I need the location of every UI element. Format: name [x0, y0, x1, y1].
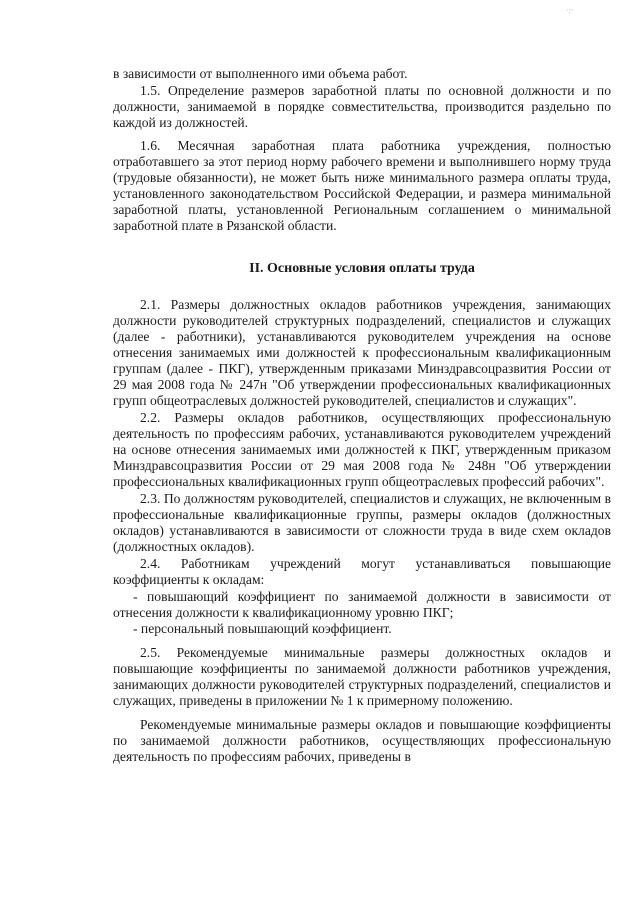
paragraph-2-2: 2.2. Размеры окладов работников, осуществляющих профессиональную деятельность по профессиям рабочих, устанавливаются руководителем учреждений на основе отнесения занимаемых ими должностей к ПКГ, утвержденным приказом Минздравсоцразвития России от 29 мая 2008 года № 248н "Об утверждении профессиональных квалификационных групп общеотраслевых профессий рабочих".: [113, 410, 611, 489]
bullet-item: - повышающий коэффициент по занимаемой должности в зависимости от отнесения должности к квалификационному уровню ПКГ;: [113, 589, 611, 620]
paragraph-2-3: 2.3. По должностям руководителей, специалистов и служащих, не включенным в профессиональные квалификационные группы, размеры окладов (должностных окладов) устанавливаются в зависимости от сложности труда в виде схем окладов (должностных окладов).: [113, 491, 611, 554]
paragraph-2-4: 2.4. Работникам учреждений могут устанавливаться повышающие коэффициенты к окладам:: [113, 556, 611, 587]
section-heading: II. Основные условия оплаты труда: [249, 261, 475, 276]
paragraph-2-1: 2.1. Размеры должностных окладов работников учреждения, занимающих должности руководителей структурных подразделений, специалистов и служащих (далее - работники), устанавливаются руководителем учреждения на основе отнесения занимаемых ими должностей к профессиональным квалификационным группам (далее - ПКГ), утвержденным приказами Минздравсоцразвития России от 29 мая 2008 года № 247н "Об утверждении профессиональных квалификационных групп общеотраслевых должностей руководителей, специалистов и служащих".: [113, 297, 611, 408]
bullet-item: - персональный повышающий коэффициент.: [133, 621, 392, 636]
document-body: [113, 66, 611, 765]
scan-artifact: ·:·: [566, 6, 574, 15]
paragraph-continuation: в зависимости от выполненного ими объема работ.: [113, 66, 408, 81]
paragraph-recommended: Рекомендуемые минимальные размеры окладов и повышающие коэффициенты по занимаемой должности работников, осуществляющих профессиональную деятельность по профессиям рабочих, приведены в: [113, 717, 611, 764]
paragraph-1-5: 1.5. Определение размеров заработной платы по основной должности и по должности, занимаемой в порядке совместительства, производится раздельно по каждой из должностей.: [113, 83, 611, 130]
paragraph-1-6: 1.6. Месячная заработная плата работника учреждения, полностью отработавшего за этот период норму рабочего времени и выполнившего норму труда (трудовые обязанности), не может быть ниже минимального размера оплаты труда, установленного законодательством Российской Федерации, и размера минимальной заработной платы, установленной Региональным соглашением о минимальной заработной плате в Рязанской области.: [113, 138, 611, 233]
paragraph-2-5: 2.5. Рекомендуемые минимальные размеры должностных окладов и повышающие коэффициенты по занимаемой должности работников учреждения, занимающих должности руководителей структурных подразделений, специалистов и служащих, приведены в приложении № 1 к примерному положению.: [113, 645, 611, 708]
